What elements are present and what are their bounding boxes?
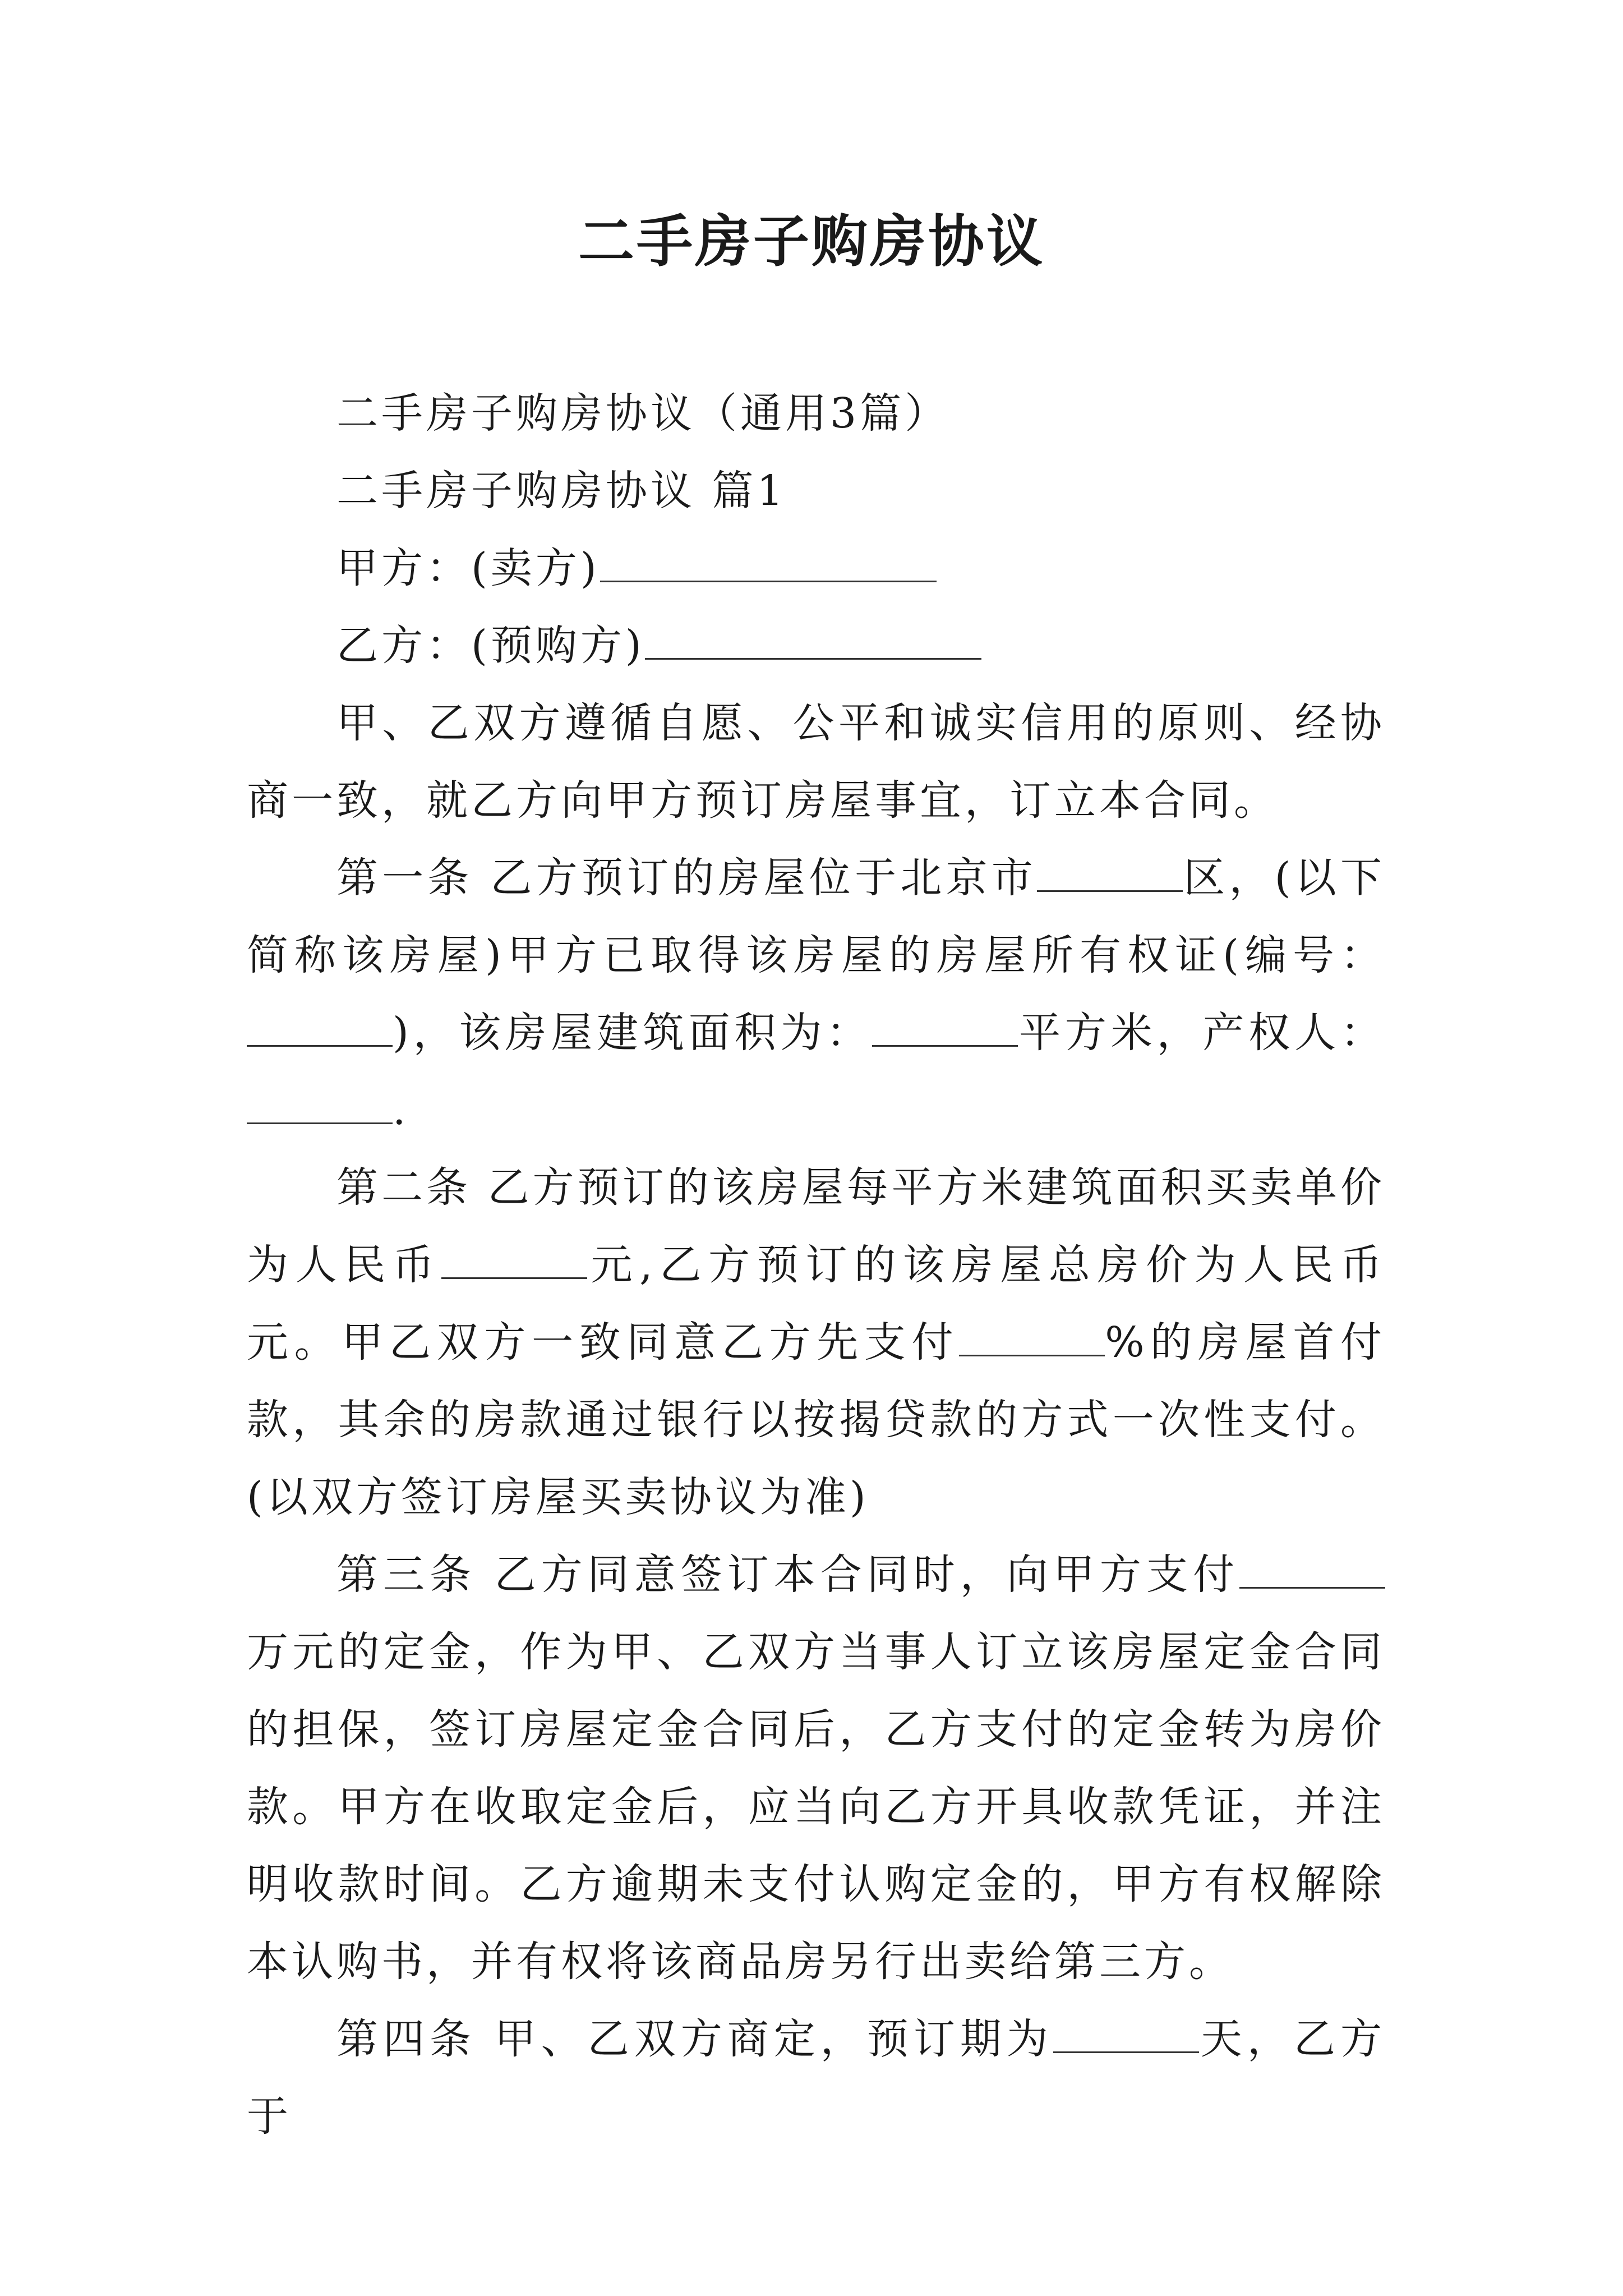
paragraph-section-heading [247,452,1385,530]
paragraph-text: 二手房子购房协议（通用3篇） [336,389,950,438]
paragraph-text: 甲、乙双方遵循自愿、公平和诚实信用的原则、经协商一致，就乙方向甲方预订房屋事宜，订立本合同。 [247,699,1385,825]
paragraph-text: 天，乙方于 [247,2015,1385,2141]
blank-line [441,1238,587,1279]
paragraph-article-1 [247,839,1385,1149]
blank-line [247,1006,393,1047]
paragraph-party-b [247,607,1385,684]
paragraph-text: 元,乙方预订的该房屋总房价为人民币 元。甲乙双方一致同意乙方先支付 [247,1241,1385,1366]
paragraph-subtitle [247,375,1385,452]
blank-line [247,1083,393,1124]
blank-line [645,619,981,660]
blank-line [1239,1548,1385,1589]
paragraph-article-3 [247,1536,1385,2000]
blank-line [959,1315,1105,1356]
blank-line [872,1006,1018,1047]
paragraph-text: 平方米，产权人： [1018,1009,1386,1057]
paragraph-text: 二手房子购房协议 篇1 [336,467,787,515]
blank-line [1053,2012,1199,2053]
paragraph-text: )，该房屋建筑面积为： [393,1009,873,1057]
paragraph-text: 甲方：(卖方) [336,544,600,592]
paragraph-text: %的房屋首付款，其余的房款通过银行以按揭贷款的方式一次性支付。(以双方签订房屋买卖协议为准) [247,1318,1385,1521]
paragraph-text: . [393,1086,409,1134]
paragraph-party-a [247,530,1385,607]
document-body [247,375,1385,2155]
blank-line [600,541,937,582]
blank-line [1037,851,1183,892]
paragraph-text: 区，(以下简称该房屋)甲方已取得该房屋的房屋所有权证(编号： [247,854,1385,979]
paragraph-text: 第一条 乙方预订的房屋位于北京市 [336,854,1038,902]
paragraph-text: 第四条 甲、乙双方商定，预订期为 [336,2015,1053,2063]
paragraph-article-2 [247,1149,1385,1536]
paragraph-text: 第三条 乙方同意签订本合同时，向甲方支付 [336,1550,1239,1599]
document-title: 二手房子购房协议 [578,208,1045,274]
paragraph-text: 第二条 乙方预订的该房屋每平方米建筑面积买卖单价为人民币 [247,1163,1385,1289]
paragraph-text: 万元的定金，作为甲、乙双方当事人订立该房屋定金合同的担保，签订房屋定金合同后，乙方支付的定金转为房价款。甲方在收取定金后，应当向乙方开具收款凭证，并注明收款时间。乙方逾期未支付认购定金的，甲方有权解除本认购书，并有权将该商品房另行出卖给第三方。 [247,1628,1385,1986]
paragraph-preamble [247,684,1385,839]
paragraph-article-4 [247,2000,1385,2155]
paragraph-text: 乙方：(预购方) [336,622,645,670]
